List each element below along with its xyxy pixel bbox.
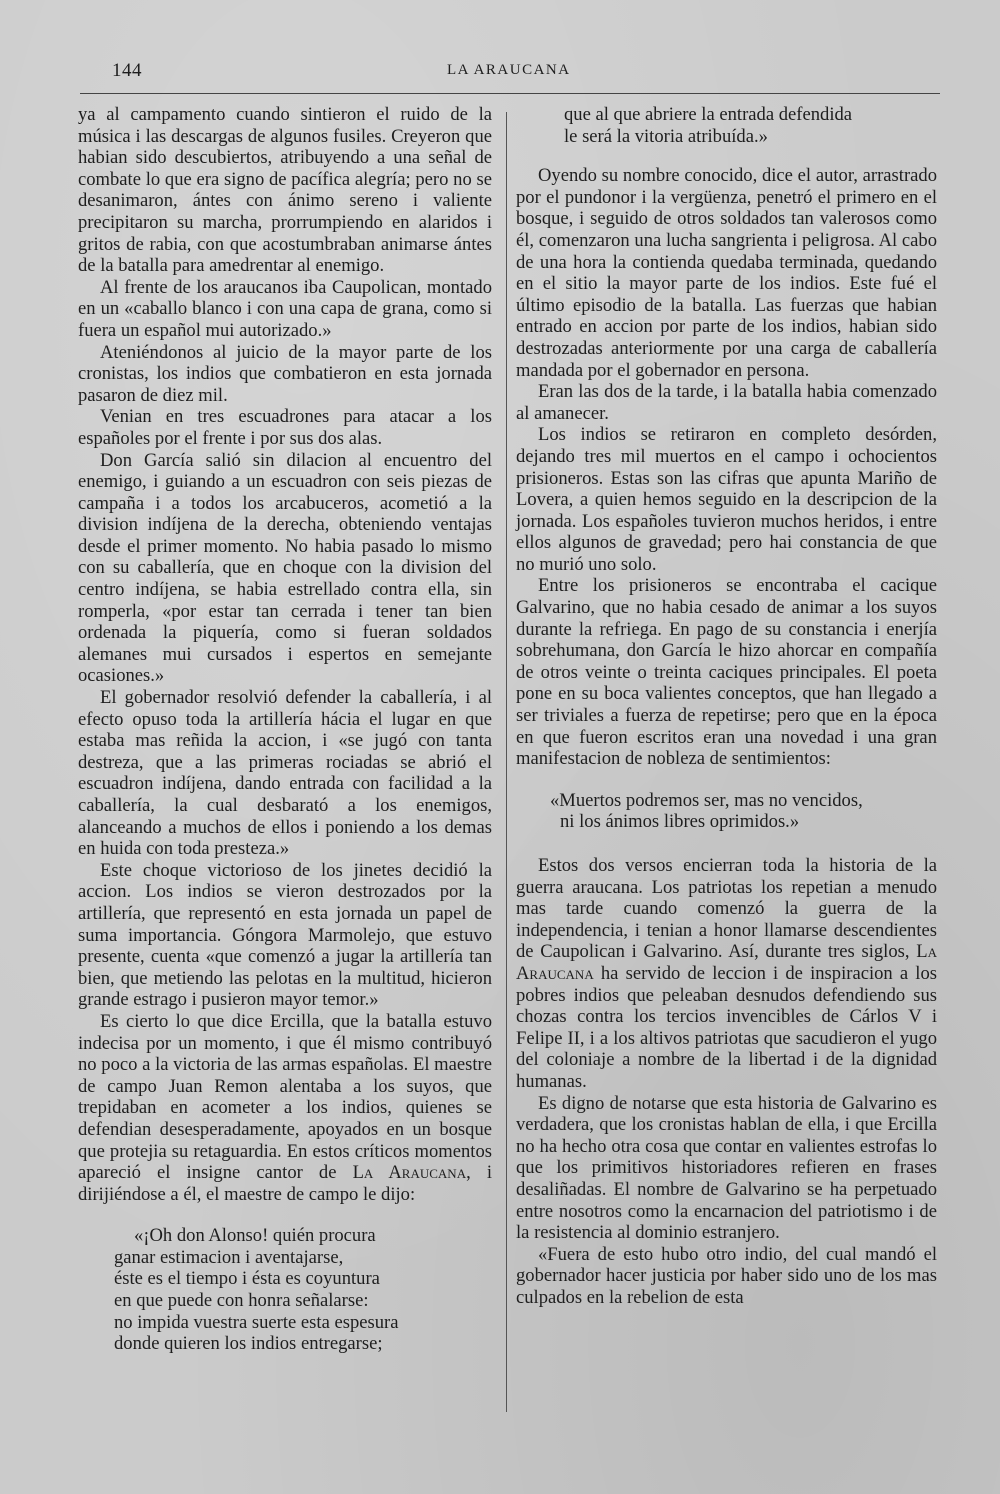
paragraph: [516, 855, 937, 1093]
paragraph: Al frente de los araucanos iba Caupolican, montado en un «caballo blanco i con una capa de grana, como si fuera un español mui autorizado.»: [78, 276, 492, 341]
book-title: La Araucana: [352, 1162, 467, 1184]
verse-line: no impida vuestra suerte esta espesura: [114, 1311, 399, 1333]
verse-line: le será la vitoria atribuída.»: [564, 125, 768, 147]
right-column: [516, 104, 937, 1308]
verse-line: éste es el tiempo i ésta es coyuntura: [114, 1268, 380, 1290]
verse-line: ganar estimacion i aventajarse,: [114, 1246, 344, 1268]
paragraph: Ateniéndonos al juicio de la mayor parte de los cronistas, los indios que combatieron en esta jornada pasaron de diez mil.: [78, 341, 492, 406]
verse-line: «Muertos podremos ser, mas no vencidos,: [550, 789, 863, 811]
paragraph-text: ha servido de leccion i de inspiracion a los pobres indios que peleaban desnudos defendiendo sus chozas contra los tercios invencibles de Cárlos V i Felipe II, i a los altivos patriotas que sacudieron el yugo del coloniaje a nombre de la libertad i de la dignidad humanas.: [516, 962, 937, 1092]
left-column: [78, 104, 492, 1355]
verse-line: «¡Oh don Alonso! quién procura: [134, 1225, 376, 1247]
paragraph-text: Estos dos versos encierran toda la historia de la guerra araucana. Los patriotas los repetian a menudo mas tarde cuando comenzó la guerra de la independencia, i tenian a honor llamarse descendientes de Caupolican i Galvarino. Así, durante tres siglos,: [516, 855, 937, 963]
paragraph: Oyendo su nombre conocido, dice el autor, arrastrado por el pundonor i la vergüenza, penetró el primero en el bosque, i seguido de otros soldados tan valerosos como él, comenzaron una lucha sangrienta i peligrosa. Al cabo de una hora la contienda quedaba terminada, quedando en el sitio la mayor parte de los indios. Este fué el último episodio de la batalla. Las fuerzas que habian entrado en accion por parte de los indios, habian sido destrozadas anteriormente por una carga de caballería mandada por el gobernador en persona.: [516, 165, 937, 381]
verse-block: [550, 790, 937, 833]
paragraph: Es digno de notarse que esta historia de Galvarino es verdadera, que los cronistas hablan de ella, i que Ercilla no ha hecho otra cosa que contar en valientes estrofas lo que los primitivos historiadores refieren en frases desaliñadas. El nombre de Galvarino se ha perpetuado entre nosotros como la encarnacion del patriotismo i de la resistencia al dominio estranjero.: [516, 1092, 937, 1244]
paragraph: ya al campamento cuando sintieron el ruido de la música i las descargas de algunos fusiles. Creyeron que habian sido descubiertos, atribuyendo a una señal de combate lo que era signo de pacífica alegría; pero no se desanimaron, ántes con ánimo sereno i valiente precipitaron su marcha, prorrumpiendo en alaridos i gritos de rabia, con que acostumbraban animarse ántes de la batalla para amedrentar al enemigo.: [78, 104, 492, 277]
book-title: La Araucana: [516, 941, 937, 984]
column-divider: [506, 112, 507, 1412]
paragraph: Entre los prisioneros se encontraba el cacique Galvarino, que no habia cesado de animar a los suyos durante la refriega. En pago de su constancia i enerjía sobrehumana, don García le hizo ahorcar en compañía de otros veinte o treinta caciques principales. El poeta pone en su boca valientes conceptos, que han llegado a ser triviales a fuerza de repetirse; pero que en la época en que fueron escritos eran una novedad i una gran manifestacion de nobleza de sentimientos:: [516, 575, 937, 770]
paragraph: Venian en tres escuadrones para atacar a los españoles por el frente i por sus dos alas.: [78, 406, 492, 449]
running-title: LA ARAUCANA: [447, 62, 571, 78]
paragraph-text: Es cierto lo que dice Ercilla, que la batalla estuvo indecisa por un momento, i que él mismo contribuyó no poco a la victoria de las armas españolas. El maestre de campo Juan Remon alentaba a los suyos, que trepidaban en acometer a los indios, quienes se defendian desesperadamente, apoyados en un bosque que protejia su retaguardia. En estos críticos momentos apareció el insigne cantor de: [78, 1010, 492, 1184]
verse-line: en que puede con honra señalarse:: [114, 1290, 369, 1312]
paragraph: Don García salió sin dilacion al encuentro del enemigo, i guiando a un escuadron con seis piezas de campaña i a todos los arcabuceros, acometió a la division indíjena de la derecha, obteniendo ventajas desde el primer momento. No habia pasado lo mismo con su caballería, que en choque con la division del centro indíjena, se habia estrellado contra ella, sin romperla, «por estar tan cerrada i tener tan bien ordenada la piquería, como si fueran soldados alemanes mui cursados i espertos en semejante ocasiones.»: [78, 449, 492, 687]
paragraph: [78, 1011, 492, 1205]
paragraph: Los indios se retiraron en completo desórden, dejando tres mil muertos en el campo i ochocientos prisioneros. Estas son las cifras que apunta Mariño de Lovera, a quien hemos seguido en la descripcion de la jornada. Los españoles tuvieron muchos heridos, i entre ellos algunos de gravedad; pero hai constancia de que no murió uno solo.: [516, 424, 937, 575]
verse-block: [564, 104, 937, 147]
paragraph-text: , i dirijiéndose a él, el maestre de campo le dijo:: [78, 1162, 492, 1205]
header-rule: [80, 93, 940, 94]
verse-line: que al que abriere la entrada defendida: [564, 104, 853, 125]
paragraph: «Fuera de esto hubo otro indio, del cual mandó el gobernador hacer justicia por haber sido uno de los mas culpados en la rebelion de esta: [516, 1243, 937, 1308]
page-header: [112, 58, 940, 84]
paragraph: El gobernador resolvió defender la caballería, i al efecto opuso toda la artillería hácia el lugar en que estaba mas reñida la accion, i «se jugó con tanta destreza, que a las primeras rociadas se abrió el escuadron indíjena, dando entrada con facilidad a la caballería, la cual desbarató a los enemigos, alanceando a muchos de ellos i poniendo a los demas en huida con toda presteza.»: [78, 687, 492, 860]
page-number: 144: [112, 60, 142, 81]
paragraph: Eran las dos de la tarde, i la batalla habia comenzado al amanecer.: [516, 381, 937, 424]
verse-line: donde quieren los indios entregarse;: [114, 1333, 383, 1355]
verse-line: ni los ánimos libres oprimidos.»: [560, 811, 800, 833]
verse-block: [114, 1225, 492, 1355]
paragraph: Este choque victorioso de los jinetes decidió la accion. Los indios se vieron destrozados por la artillería, que representó en esta jornada un papel de suma importancia. Góngora Marmolejo, que estuvo presente, cuenta «que comenzó a jugar la artillería tan bien, que metiendo las pelotas en la multitud, hicieron grande estrago i pusieron mayor temor.»: [78, 859, 492, 1011]
